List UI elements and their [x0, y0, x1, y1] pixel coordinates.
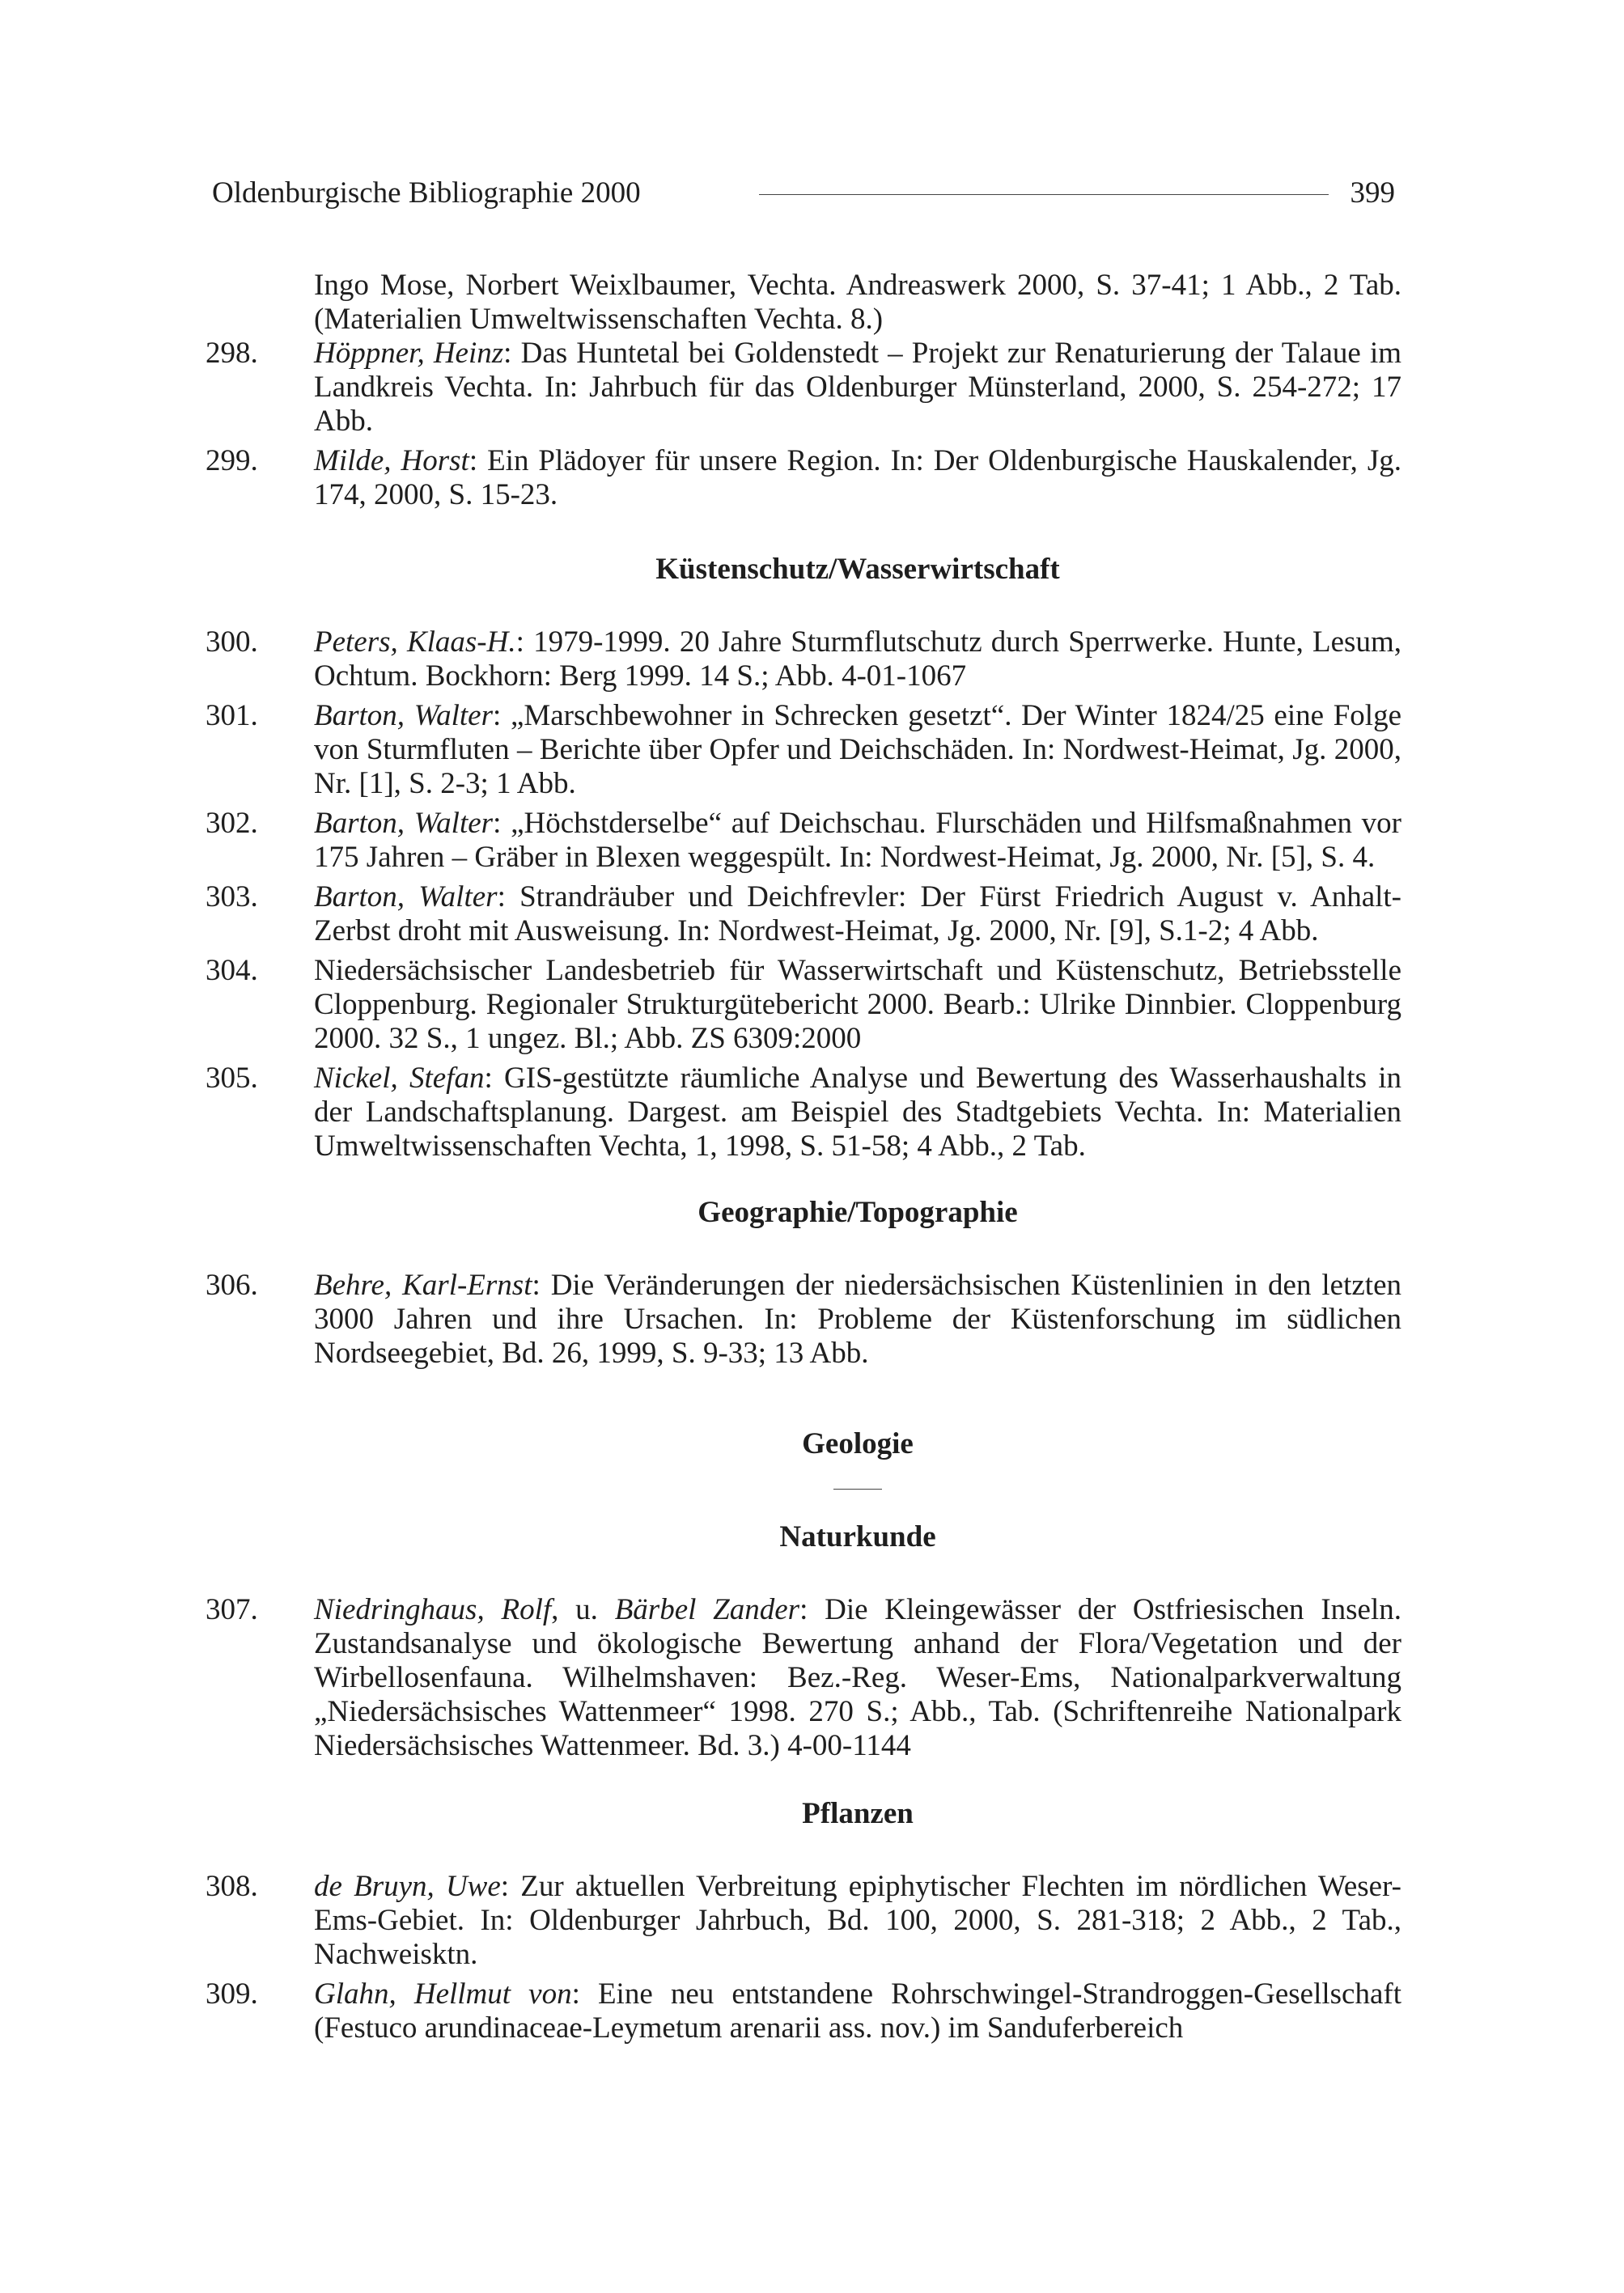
section-heading-geographie: Geographie/Topographie: [698, 1196, 1018, 1229]
entry-text: [314, 1870, 1401, 1972]
entry-group-naturkunde: [206, 1593, 1401, 1763]
entry-connector: , u.: [551, 1593, 615, 1626]
entry-body: : Strandräuber und Deichfrevler: Der Fürst Friedrich August v. Anhalt-Zerbst droht mit Ausweisung. In: Nordwest-Heimat, Jg. 2000, Nr. [9], S.1-2; 4 Abb.: [314, 880, 1401, 947]
section-heading-geologie: Geologie: [802, 1427, 914, 1460]
entry-number: 308.: [206, 1870, 258, 1903]
entry-author: Milde, Horst: [314, 444, 469, 477]
entry-author: Niedringhaus, Rolf: [314, 1593, 552, 1626]
entry-author: Glahn, Hellmut von: [314, 1977, 572, 2011]
bibliography-entry: [206, 1062, 1401, 1163]
entry-group-pflanzen: [206, 1870, 1401, 2045]
entry-author: Peters, Klaas-H.: [314, 625, 516, 659]
entry-number: 309.: [206, 1977, 258, 2011]
entry-number: 303.: [206, 880, 258, 913]
entry-group-geographie: [206, 1269, 1401, 1371]
entry-number: 307.: [206, 1593, 258, 1626]
entry-body: : „Höchstderselbe“ auf Deichschau. Flurschäden und Hilfsmaßnahmen vor 175 Jahren – Gräber in Blexen weggespült. In: Nordwest-Heimat, Jg. 2000, Nr. [5], S. 4.: [314, 807, 1401, 874]
entry-number: 306.: [206, 1269, 258, 1302]
entry-body: : Die Veränderungen der niedersächsischen Küstenlinien in den letzten 3000 Jahren und ihre Ursachen. In: Probleme der Küstenforschung im südlichen Nordseegebiet, Bd. 26, 1999, S. 9-33; 13 Abb.: [314, 1269, 1401, 1370]
entry-group-kuestenschutz: [206, 625, 1401, 1163]
entry-text: [314, 880, 1401, 948]
entry-author: Barton, Walter: [314, 699, 493, 732]
bibliography-entry: [206, 954, 1401, 1056]
continuation-entry: [206, 269, 1401, 337]
entry-author: Höppner, Heinz: [314, 337, 504, 370]
entry-author: Bärbel Zander: [614, 1593, 800, 1626]
running-head-title: Oldenburgische Bibliographie 2000: [212, 176, 641, 210]
entry-body: : GIS-gestützte räumliche Analyse und Bewertung des Wasserhaushalts in der Landschaftsplanung. Dargest. am Beispiel des Stadtgebiets Vechta. In: Materialien Umweltwissenschaften Vechta, 1, 1998, S. 51-58; 4 Abb., 2 Tab.: [314, 1062, 1401, 1163]
section-heading-naturkunde: Naturkunde: [779, 1520, 936, 1553]
entry-text: [314, 337, 1401, 439]
section-heading-kuestenschutz: Küstenschutz/Wasserwirtschaft: [655, 553, 1060, 586]
entry-author: de Bruyn, Uwe: [314, 1870, 501, 1903]
bibliography-entry: [206, 1870, 1401, 1972]
bibliography-entry: [206, 625, 1401, 693]
entry-body: : Zur aktuellen Verbreitung epiphytischer Flechten im nördlichen Weser-Ems-Gebiet. In: Oldenburger Jahrbuch, Bd. 100, 2000, S. 281-318; 2 Abb., 2 Tab., Nachweisktn.: [314, 1870, 1401, 1971]
section-divider-rule: [833, 1489, 882, 1490]
bibliography-entry: [206, 1593, 1401, 1763]
entry-body: : „Marschbewohner in Schrecken gesetzt“. Der Winter 1824/25 eine Folge von Sturmfluten – Berichte über Opfer und Deichschäden. In: Nordwest-Heimat, Jg. 2000, Nr. [1], S. 2-3; 1 Abb.: [314, 699, 1401, 800]
entry-body: : Eine neu entstandene Rohrschwingel-Strandroggen-Gesellschaft (Festuco arundinaceae-Leymetum arenarii ass. nov.) im Sanduferbereich: [314, 1977, 1401, 2045]
entry-number: 298.: [206, 337, 258, 370]
bibliography-content: [206, 269, 1401, 2045]
running-head: [212, 173, 1395, 214]
running-head-rule: [759, 194, 1329, 195]
bibliography-entry: [206, 444, 1401, 512]
page-number: 399: [1350, 176, 1395, 210]
entry-number: 302.: [206, 807, 258, 840]
entry-text: [314, 1062, 1401, 1163]
entry-text: [314, 699, 1401, 801]
entry-text: Ingo Mose, Norbert Weixlbaumer, Vechta. Andreaswerk 2000, S. 37-41; 1 Abb., 2 Tab. (Materialien Umweltwissenschaften Vechta. 8.): [314, 269, 1401, 336]
entry-text: [314, 1269, 1401, 1371]
entry-author: Nickel, Stefan: [314, 1062, 485, 1095]
entry-body: : Die Kleingewässer der Ostfriesischen Inseln. Zustandsanalyse und ökologische Bewertung anhand der Flora/Vegetation und der Wirbellosenfauna. Wilhelmshaven: Bez.-Reg. Weser-Ems, Nationalparkverwaltung „Niedersächsisches Wattenmeer“ 1998. 270 S.; Abb., Tab. (Schriftenreihe Nationalpark Niedersächsisches Wattenmeer. Bd. 3.) 4-00-1144: [314, 1593, 1402, 1762]
entry-author: Behre, Karl-Ernst: [314, 1269, 532, 1302]
entry-number: 304.: [206, 954, 258, 987]
entry-number: 301.: [206, 699, 258, 732]
entry-body: Niedersächsischer Landesbetrieb für Wasserwirtschaft und Küstenschutz, Betriebsstelle Cloppenburg. Regionaler Strukturgütebericht 2000. Bearb.: Ulrike Dinnbier. Cloppenburg 2000. 32 S., 1 ungez. Bl.; Abb. ZS 6309:2000: [314, 954, 1401, 1055]
entry-text: [314, 1977, 1401, 2045]
entry-author: Barton, Walter: [314, 807, 494, 840]
entry-body: : Ein Plädoyer für unsere Region. In: Der Oldenburgische Hauskalender, Jg. 174, 2000, S. 15-23.: [314, 444, 1402, 511]
bibliography-entry: [206, 337, 1401, 439]
entry-body: : 1979-1999. 20 Jahre Sturmflutschutz durch Sperrwerke. Hunte, Lesum, Ochtum. Bockhorn: Berg 1999. 14 S.; Abb. 4-01-1067: [314, 625, 1401, 693]
entry-text: [314, 954, 1401, 1056]
bibliography-entry: [206, 880, 1401, 948]
entry-group-regional: [206, 337, 1401, 512]
entry-text: [314, 625, 1401, 693]
entry-text: [314, 807, 1401, 875]
section-heading-pflanzen: Pflanzen: [802, 1797, 914, 1830]
bibliography-entry: [206, 699, 1401, 801]
entry-text: [314, 1593, 1401, 1763]
entry-number: 300.: [206, 625, 258, 659]
bibliography-entry: [206, 807, 1401, 875]
entry-number: 305.: [206, 1062, 258, 1095]
entry-author: Barton, Walter: [314, 880, 498, 913]
entry-text: [314, 444, 1401, 512]
entry-body: : Das Huntetal bei Goldenstedt – Projekt zur Renaturierung der Talaue im Landkreis Vechta. In: Jahrbuch für das Oldenburger Münsterland, 2000, S. 254-272; 17 Abb.: [314, 337, 1402, 438]
bibliography-entry: [206, 1269, 1401, 1371]
entry-number: 299.: [206, 444, 258, 477]
bibliography-entry: [206, 1977, 1401, 2045]
